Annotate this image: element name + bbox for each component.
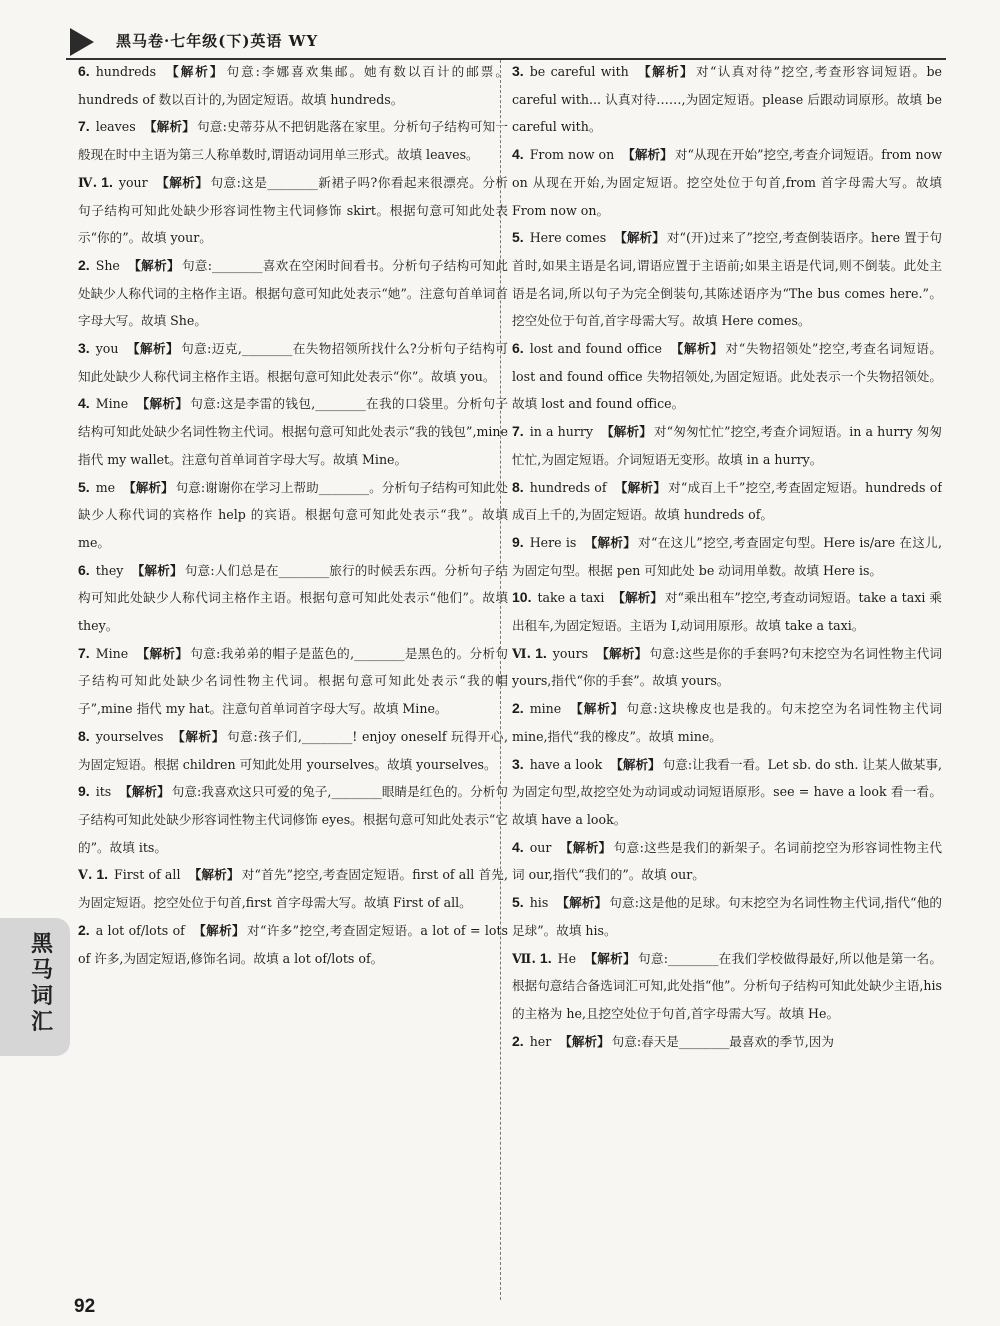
analysis-tag: 【解析】 bbox=[126, 341, 180, 357]
entry-number: 6. bbox=[512, 340, 524, 357]
entry-explanation: 句意:这是________新裙子吗?你看起来很漂亮。分析句子结构可知此处缺少形容词性物主代词修饰 skirt。根据句意可知此处表示“你的”。故填 your。 bbox=[78, 174, 508, 246]
entry-number: 7. bbox=[78, 118, 90, 135]
analysis-tag: 【解析】 bbox=[622, 147, 673, 163]
analysis-tag: 【解析】 bbox=[123, 479, 174, 495]
entry-explanation: 句意:我弟弟的帽子是蓝色的,________是黑色的。分析句子结构可知此处缺少名词性物主代词。根据句意可知此处表示“我的帽子”,mine 指代 my hat。注意句首单词首字母大写。故填 Mine。 bbox=[78, 645, 508, 717]
entry-explanation: 句意:李娜喜欢集邮。她有数以百计的邮票。hundreds of 数以百计的,为固定短语。故填 hundreds。 bbox=[78, 64, 508, 107]
entry-explanation: 句意:迈克,________在失物招领所找什么?分析句子结构可知此处缺少人称代词主格作主语。根据句意可知此处表示“你”。故填 you。 bbox=[78, 341, 508, 384]
entry-explanation: 句意:________喜欢在空闲时间看书。分析句子结构可知此处缺少人称代词的主格作主语。根据句意可知此处表示“她”。注意句首单词首字母大写。故填 She。 bbox=[78, 257, 508, 329]
entry-explanation: 句意:这块橡皮也是我的。句末挖空为名词性物主代词 mine,指代“我的橡皮”。故填 mine。 bbox=[512, 701, 942, 744]
entry-explanation: 句意:我喜欢这只可爱的兔子,________眼睛是红色的。分析句子结构可知此处缺少形容词性物主代词修饰 eyes。根据句意可知此处表示“它的”。故填 its。 bbox=[78, 784, 508, 855]
entry-number: 5. bbox=[512, 229, 524, 246]
entry-number: 4. bbox=[512, 146, 524, 163]
answer-entry bbox=[512, 141, 942, 224]
entry-explanation: 对“首先”挖空,考查固定短语。first of all 首先,为固定短语。挖空处位于句首,first 首字母需大写。故填 First of all。 bbox=[78, 867, 508, 911]
analysis-tag: 【解析】 bbox=[164, 64, 225, 79]
entry-answer: you bbox=[95, 341, 119, 357]
entry-explanation: 句意:春天是________最喜欢的季节,因为 bbox=[611, 1033, 834, 1049]
analysis-tag: 【解析】 bbox=[119, 784, 170, 800]
entry-answer: be careful with bbox=[529, 64, 629, 79]
entry-answer: its bbox=[95, 784, 112, 800]
entry-explanation: 句意:孩子们,________! enjoy oneself 玩得开心,为固定短语。根据 children 可知此处用 yourselves。故填 yourselves。 bbox=[78, 728, 508, 772]
entry-explanation: 句意:________在我们学校做得最好,所以他是第一名。根据句意结合备选词汇可知,此处指“他”。分析句子结构可知此处缺少主语,his 的主格为 he,且挖空处位于句首,首字母需大写。故填 He。 bbox=[512, 950, 942, 1021]
answer-entry bbox=[512, 889, 942, 944]
entry-answer: hundreds bbox=[95, 64, 157, 79]
entry-explanation: 对“失物招领处”挖空,考查名词短语。lost and found office 失物招领处,为固定短语。此处表示一个失物招领处。故填 lost and found office。 bbox=[512, 341, 942, 412]
analysis-tag: 【解析】 bbox=[171, 728, 225, 744]
entry-number: 2. bbox=[512, 700, 524, 717]
entry-explanation: 对“(开)过来了”挖空,考查倒装语序。here 置于句首时,如果主语是名词,谓语应置于主语前;如果主语是代词,则不倒装。此处主语是名词,所以句子为完全倒装句,其陈述语序为“The bus comes here.”。挖空处位于句首,首字母需大写。故填 Here comes。 bbox=[512, 230, 942, 329]
entry-number: 1. bbox=[96, 866, 109, 883]
answer-entry bbox=[512, 695, 942, 750]
answer-entry bbox=[512, 751, 942, 834]
answer-entry bbox=[78, 778, 508, 861]
answer-entry bbox=[512, 58, 942, 141]
analysis-tag: 【解析】 bbox=[559, 1033, 610, 1049]
entry-number: 8. bbox=[512, 478, 524, 495]
entry-number: 3. bbox=[512, 755, 524, 772]
entry-answer: Here comes bbox=[529, 230, 607, 246]
entry-number: 9. bbox=[512, 533, 524, 550]
side-tab bbox=[0, 918, 70, 1056]
page-number: 92 bbox=[74, 1296, 96, 1317]
section-numeral: Ⅳ. bbox=[78, 174, 98, 190]
analysis-tag: 【解析】 bbox=[670, 341, 724, 357]
entry-explanation: 对“许多”挖空,考查固定短语。a lot of = lots of 许多,为固定短语,修饰名词。故填 a lot of/lots of。 bbox=[78, 922, 508, 966]
answer-entry bbox=[78, 113, 508, 168]
entry-answer: He bbox=[557, 950, 577, 966]
entry-number: 6. bbox=[78, 561, 90, 578]
entry-explanation: 句意:谢谢你在学习上帮助________。分析句子结构可知此处缺少人称代词的宾格作 help 的宾语。根据句意可知此处表示“我”。故填 me。 bbox=[78, 479, 508, 550]
side-tab-label: 黑马词汇 bbox=[30, 932, 53, 1035]
header-title: 黑马卷·七年级(下)英语 WY bbox=[116, 32, 319, 50]
answer-entry bbox=[512, 418, 942, 473]
entry-number: 8. bbox=[78, 727, 90, 744]
section-numeral: Ⅴ. bbox=[78, 867, 93, 883]
answer-entry bbox=[78, 557, 508, 640]
analysis-tag: 【解析】 bbox=[600, 424, 652, 440]
analysis-tag: 【解析】 bbox=[559, 839, 612, 855]
entry-number: 10. bbox=[512, 589, 532, 606]
entry-answer: She bbox=[95, 257, 120, 273]
entry-number: 5. bbox=[78, 478, 90, 495]
analysis-tag: 【解析】 bbox=[569, 701, 625, 717]
entry-answer: Mine bbox=[95, 396, 129, 412]
section-numeral: Ⅶ. bbox=[512, 950, 536, 966]
entry-answer: her bbox=[529, 1033, 552, 1049]
analysis-tag: 【解析】 bbox=[612, 590, 663, 606]
entry-answer: they bbox=[95, 562, 124, 578]
entry-answer: hundreds of bbox=[529, 479, 607, 495]
answer-entry bbox=[512, 640, 942, 695]
analysis-tag: 【解析】 bbox=[155, 174, 209, 190]
analysis-tag: 【解析】 bbox=[143, 119, 196, 135]
entry-number: 1. bbox=[535, 644, 547, 661]
entry-answer: take a taxi bbox=[537, 590, 605, 606]
answer-entry bbox=[78, 252, 508, 335]
entry-explanation: 句意:这是他的足球。句末挖空为名词性物主代词,指代“他的足球”。故填 his。 bbox=[512, 895, 942, 938]
entry-answer: Mine bbox=[95, 645, 129, 661]
header-arrow-icon bbox=[70, 28, 94, 56]
entry-answer: Here is bbox=[529, 534, 577, 550]
entry-explanation: 句意:这些是我们的新架子。名词前挖空为形容词性物主代词 our,指代“我们的”。故填 our。 bbox=[512, 839, 942, 883]
entry-number: 7. bbox=[78, 644, 90, 661]
analysis-tag: 【解析】 bbox=[192, 922, 246, 938]
entry-number: 3. bbox=[78, 340, 90, 357]
analysis-tag: 【解析】 bbox=[636, 64, 694, 79]
entry-number: 7. bbox=[512, 423, 524, 440]
entry-explanation: 句意:这些是你的手套吗?句末挖空为名词性物主代词 yours,指代“你的手套”。故填 yours。 bbox=[512, 645, 942, 689]
entry-number: 4. bbox=[512, 838, 524, 855]
answer-entry bbox=[512, 945, 942, 1028]
entry-answer: First of all bbox=[114, 867, 181, 883]
answer-entry bbox=[512, 474, 942, 529]
entry-answer: a lot of/lots of bbox=[95, 922, 185, 938]
entry-number: 2. bbox=[78, 256, 90, 273]
analysis-tag: 【解析】 bbox=[136, 645, 189, 661]
entry-explanation: 对“匆匆忙忙”挖空,考查介词短语。in a hurry 匆匆忙忙,为固定短语。介词短语无变形。故填 in a hurry。 bbox=[512, 424, 942, 467]
answer-entry bbox=[78, 723, 508, 778]
answer-entry bbox=[78, 169, 508, 252]
answer-entry bbox=[512, 584, 942, 639]
entry-explanation: 对“乘出租车”挖空,考查动词短语。take a taxi 乘出租车,为固定短语。主语为 I,动词用原形。故填 take a taxi。 bbox=[512, 590, 942, 634]
entry-answer: mine bbox=[529, 701, 562, 717]
answer-entry bbox=[512, 224, 942, 335]
analysis-tag: 【解析】 bbox=[131, 562, 183, 578]
analysis-tag: 【解析】 bbox=[556, 895, 608, 911]
entry-answer: our bbox=[529, 839, 552, 855]
entry-number: 2. bbox=[512, 1032, 524, 1049]
answer-entry bbox=[78, 58, 508, 113]
entry-explanation: 对“成百上千”挖空,考查固定短语。hundreds of 成百上千的,为固定短语。故填 hundreds of。 bbox=[512, 479, 942, 523]
entry-number: 6. bbox=[78, 63, 90, 79]
answer-entry bbox=[78, 474, 508, 557]
entry-answer: your bbox=[118, 174, 148, 190]
entry-number: 4. bbox=[78, 395, 90, 412]
entry-number: 1. bbox=[539, 949, 552, 966]
answer-entry bbox=[512, 529, 942, 584]
answer-entry bbox=[78, 390, 508, 473]
entry-explanation: 句意:这是李雷的钱包,________在我的口袋里。分析句子结构可知此处缺少名词性物主代词。根据句意可知此处表示“我的钱包”,mine 指代 my wallet。注意句首单词首字母大写。故填 Mine。 bbox=[78, 396, 508, 467]
entry-explanation: 对“认真对待”挖空,考查形容词短语。be careful with... 认真对待……,为固定短语。please 后跟动词原形。故填 be careful with。 bbox=[512, 64, 942, 135]
section-numeral: Ⅵ. bbox=[512, 645, 532, 661]
entry-explanation: 对“从现在开始”挖空,考查介词短语。from now on 从现在开始,为固定短语。挖空处位于句首,from 首字母需大写。故填 From now on。 bbox=[512, 147, 942, 218]
entry-answer: From now on bbox=[529, 147, 615, 163]
analysis-tag: 【解析】 bbox=[136, 396, 189, 412]
answer-entry bbox=[78, 335, 508, 390]
entry-number: 3. bbox=[512, 63, 524, 79]
entry-number: 5. bbox=[512, 894, 524, 911]
entry-explanation: 句意:人们总是在________旅行的时候丢东西。分析句子结构可知此处缺少人称代词主格作主语。根据句意可知此处表示“他们”。故填 they。 bbox=[78, 562, 508, 634]
answer-entry bbox=[78, 861, 508, 916]
page-header bbox=[66, 22, 946, 60]
answer-entry bbox=[512, 1028, 942, 1056]
entry-answer: in a hurry bbox=[529, 424, 593, 440]
entry-answer: yours bbox=[552, 645, 589, 661]
column-divider bbox=[500, 60, 501, 1300]
answer-entry bbox=[78, 640, 508, 723]
entry-answer: leaves bbox=[95, 119, 136, 135]
analysis-tag: 【解析】 bbox=[614, 479, 667, 495]
analysis-tag: 【解析】 bbox=[584, 950, 636, 966]
analysis-tag: 【解析】 bbox=[127, 257, 180, 273]
analysis-tag: 【解析】 bbox=[188, 867, 240, 883]
entry-answer: lost and found office bbox=[529, 341, 662, 357]
answer-entry bbox=[512, 834, 942, 889]
entry-answer: have a look bbox=[529, 756, 603, 772]
answer-entry bbox=[78, 917, 508, 972]
entry-number: 2. bbox=[78, 921, 90, 938]
entry-explanation: 对“在这儿”挖空,考查固定句型。Here is/are 在这儿,为固定句型。根据 pen 可知此处 be 动词用单数。故填 Here is。 bbox=[512, 534, 942, 578]
analysis-tag: 【解析】 bbox=[610, 756, 661, 772]
left-column bbox=[78, 58, 508, 1302]
entry-explanation: 句意:让我看一看。Let sb. do sth. 让某人做某事,为固定句型,故挖空处为动词或动词短语原形。see = have a look 看一看。故填 have a look。 bbox=[512, 756, 942, 827]
analysis-tag: 【解析】 bbox=[596, 645, 648, 661]
analysis-tag: 【解析】 bbox=[614, 230, 665, 246]
entry-answer: me bbox=[95, 479, 116, 495]
answer-entry bbox=[512, 335, 942, 418]
entry-answer: his bbox=[529, 895, 549, 911]
entry-number: 9. bbox=[78, 783, 90, 800]
entry-number: 1. bbox=[101, 173, 113, 190]
analysis-tag: 【解析】 bbox=[584, 534, 637, 550]
entry-explanation: 句意:史蒂芬从不把钥匙落在家里。分析句子结构可知一般现在时中主语为第三人称单数时,谓语动词用单三形式。故填 leaves。 bbox=[78, 119, 508, 163]
right-column bbox=[512, 58, 942, 1302]
entry-answer: yourselves bbox=[95, 728, 164, 744]
